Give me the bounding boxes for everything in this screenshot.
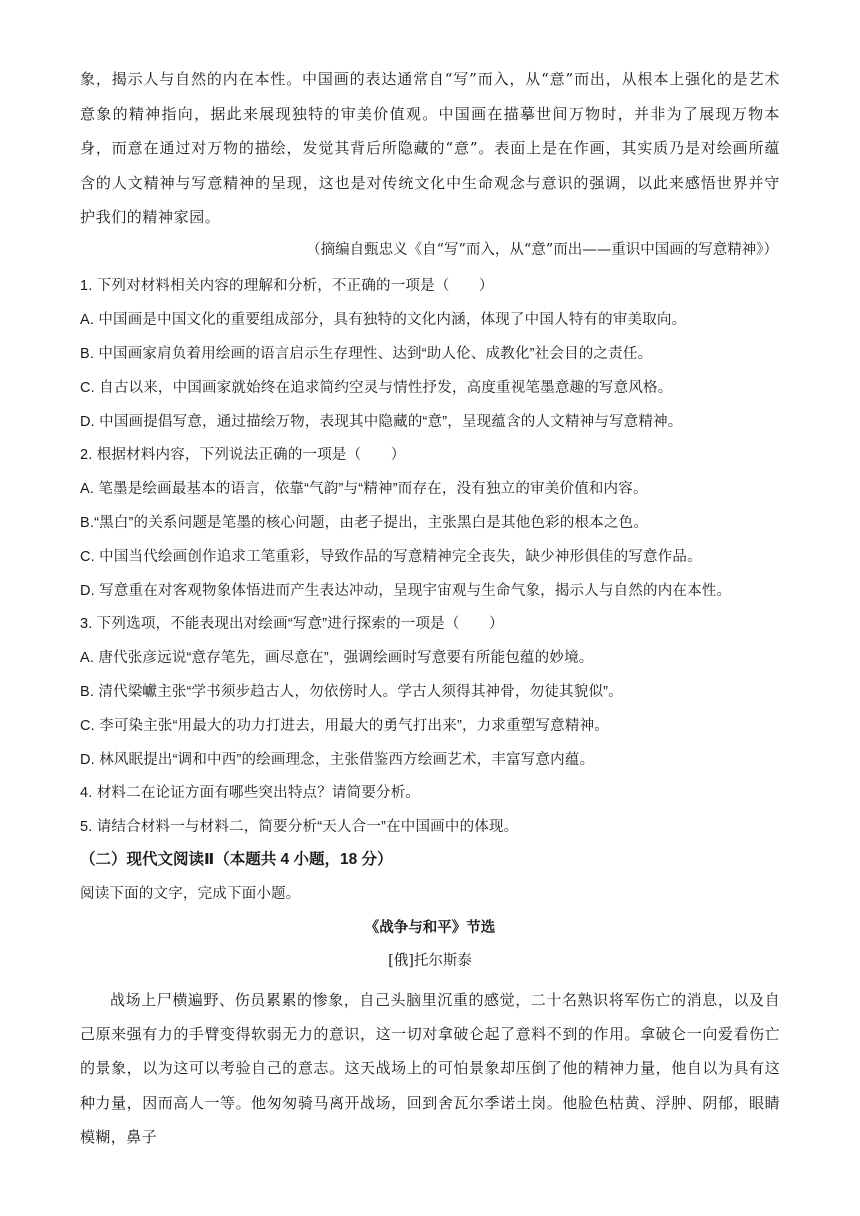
question-1-option-c: C. 自古以来，中国画家就始终在追求简约空灵与情性抒发，高度重视笔墨意趣的写意风格。 (80, 380, 673, 396)
question-1-stem: 1. 下列对材料相关内容的理解和分析，不正确的一项是（ ） (80, 278, 494, 294)
question-2-stem: 2. 根据材料内容，下列说法正确的一项是（ ） (80, 447, 406, 463)
passage-citation: （摘编自甄忠义《自“写”而入，从“意”而出——重识中国画的写意精神》） (306, 242, 778, 258)
question-4: 4. 材料二在论证方面有哪些突出特点？请简要分析。 (80, 785, 421, 801)
question-2-option-a: A. 笔墨是绘画最基本的语言，依靠“气韵”与“精神”而存在，没有独立的审美价值和内容。 (80, 481, 648, 497)
question-1-option-b: B. 中国画家肩负着用绘画的语言启示生存理性、达到“助人伦、成教化”社会目的之责任。 (80, 346, 653, 362)
passage-closing-paragraph: 象，揭示人与自然的内在本性。中国画的表达通常自“写”而入，从“意”而出，从根本上强化的是艺术意象的精神指向，据此来展现独特的审美价值观。中国画在描摹世间万物时，并非为了展现万物本身，而意在通过对万物的描绘，发觉其背后所隐藏的“意”。表面上是在作画，其实质乃是对绘画所蕴含的人文精神与写意精神的呈现，这也是对传统文化中生命观念与意识的强调，以此来感悟世界并守护我们的精神家园。 (80, 70, 780, 227)
question-1-option-a: A. 中国画是中国文化的重要组成部分，具有独特的文化内涵，体现了中国人特有的审美取向。 (80, 312, 687, 328)
question-2-option-c: C. 中国当代绘画创作追求工笔重彩，导致作品的写意精神完全丧失，缺少神形俱佳的写意作品。 (80, 549, 702, 565)
question-2-option-d: D. 写意重在对客观物象体悟进而产生表达冲动，呈现宇宙观与生命气象，揭示人与自然的内在本性。 (80, 583, 732, 599)
question-3-option-a: A. 唐代张彦远说“意存笔先，画尽意在”，强调绘画时写意要有所能包蕴的妙境。 (80, 650, 594, 666)
excerpt-title: 《战争与和平》节选 (364, 919, 496, 936)
section-heading: （二）现代文阅读Ⅱ（本题共 4 小题，18 分） (80, 851, 393, 868)
question-5: 5. 请结合材料一与材料二，简要分析“天人合一”在中国画中的体现。 (80, 819, 519, 835)
excerpt-author: [俄]托尔斯泰 (388, 953, 472, 969)
question-1-option-d: D. 中国画提倡写意，通过描绘万物，表现其中隐藏的“意”，呈现蕴含的人文精神与写意精神。 (80, 414, 683, 430)
question-2-option-b: B.“黑白”的关系问题是笔墨的核心问题，由老子提出，主张黑白是其他色彩的根本之色。 (80, 515, 649, 531)
section-instruction: 阅读下面的文字，完成下面小题。 (80, 886, 301, 902)
question-3-option-d: D. 林风眠提出“调和中西”的绘画理念，主张借鉴西方绘画艺术，丰富写意内蕴。 (80, 752, 595, 768)
question-3-stem: 3. 下列选项，不能表现出对绘画“写意”进行探索的一项是（ ） (80, 616, 504, 632)
excerpt-paragraph: 战场上尸横遍野、伤员累累的惨象，自己头脑里沉重的感觉，二十名熟识将军伤亡的消息，以及自己原来强有力的手臂变得软弱无力的意识，这一切对拿破仑起了意料不到的作用。拿破仑一向爱看伤亡的景象，以为这可以考验自己的意志。这天战场上的可怕景象却压倒了他的精神力量，他自以为具有这种力量，因而高人一等。他匆匆骑马离开战场，回到舍瓦尔季诺土岗。他脸色枯黄、浮肿、阴郁，眼睛模糊，鼻子 (80, 991, 780, 1146)
question-3-option-c: C. 李可染主张“用最大的功力打进去，用最大的勇气打出来”，力求重塑写意精神。 (80, 718, 609, 734)
question-3-option-b: B. 清代梁巘主张“学书须步趋古人，勿依傍时人。学古人须得其神骨，勿徒其貌似”。 (80, 684, 623, 700)
